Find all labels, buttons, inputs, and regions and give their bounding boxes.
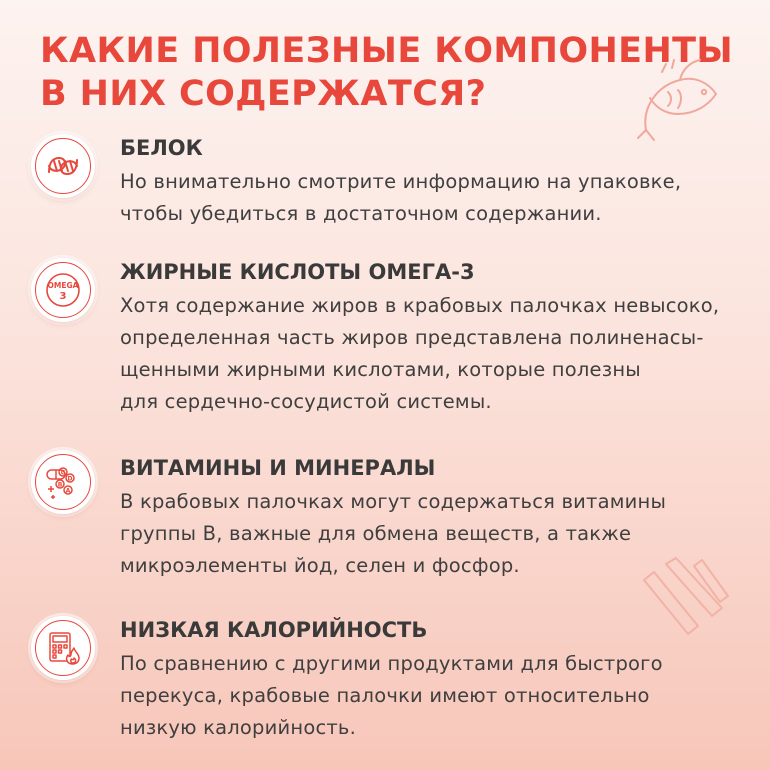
omega-3-description bbox=[120, 290, 719, 418]
text-line: щенными жирными кислотами, которые полезны bbox=[120, 358, 641, 381]
calculator-flame-icon bbox=[43, 628, 83, 668]
text-line: Но внимательно смотрите информацию на упаковке, bbox=[120, 170, 682, 193]
omega-icon-label: OMEGA bbox=[47, 281, 79, 290]
vitamin-b-label: B bbox=[57, 481, 63, 489]
protein-heading: БЕЛОК bbox=[120, 136, 203, 160]
vitamins-description bbox=[120, 486, 666, 582]
omega-3-icon bbox=[43, 270, 83, 310]
text-line: Хотя содержание жиров в крабовых палочках невысоко, bbox=[120, 294, 720, 317]
omega-3-badge bbox=[31, 258, 95, 322]
protein-description bbox=[120, 166, 681, 230]
vitamin-a-label: A bbox=[65, 487, 71, 495]
vitamins-icon bbox=[43, 462, 83, 502]
protein-icon bbox=[43, 146, 83, 186]
text-line: для сердечно-сосудистой системы. bbox=[120, 390, 492, 413]
vitamins-heading: ВИТАМИНЫ И МИНЕРАЛЫ bbox=[120, 456, 436, 480]
omega-3-heading: ЖИРНЫЕ КИСЛОТЫ ОМЕГА-3 bbox=[120, 260, 475, 284]
vitamin-d-label: D bbox=[67, 475, 73, 483]
text-line: По сравнению с другими продуктами для быстрого bbox=[120, 652, 663, 675]
text-line: В крабовых палочках могут содержаться витамины bbox=[120, 490, 667, 513]
text-line: микроэлементы йод, селен и фосфор. bbox=[120, 554, 520, 577]
fish-icon bbox=[628, 52, 728, 144]
protein-badge bbox=[31, 134, 95, 198]
low-calorie-badge bbox=[31, 616, 95, 680]
text-line: определенная часть жиров представлена полиненасы- bbox=[120, 326, 704, 349]
vitamin-c-label: C bbox=[60, 469, 66, 477]
text-line: группы В, важные для обмена веществ, а также bbox=[120, 522, 632, 545]
omega-icon-number: 3 bbox=[59, 291, 67, 302]
low-calorie-heading: НИЗКАЯ КАЛОРИЙНОСТЬ bbox=[120, 618, 428, 642]
title-line-2: В НИХ СОДЕРЖАТСЯ? bbox=[40, 74, 487, 114]
text-line: перекуса, крабовые палочки имеют относительно bbox=[120, 684, 650, 707]
vitamins-badge bbox=[31, 450, 95, 514]
text-line: чтобы убедиться в достаточном содержании. bbox=[120, 202, 602, 225]
text-line: низкую калорийность. bbox=[120, 716, 357, 739]
low-calorie-description bbox=[120, 648, 663, 744]
title-line-1: КАКИЕ ПОЛЕЗНЫЕ КОМПОНЕНТЫ bbox=[40, 31, 734, 71]
